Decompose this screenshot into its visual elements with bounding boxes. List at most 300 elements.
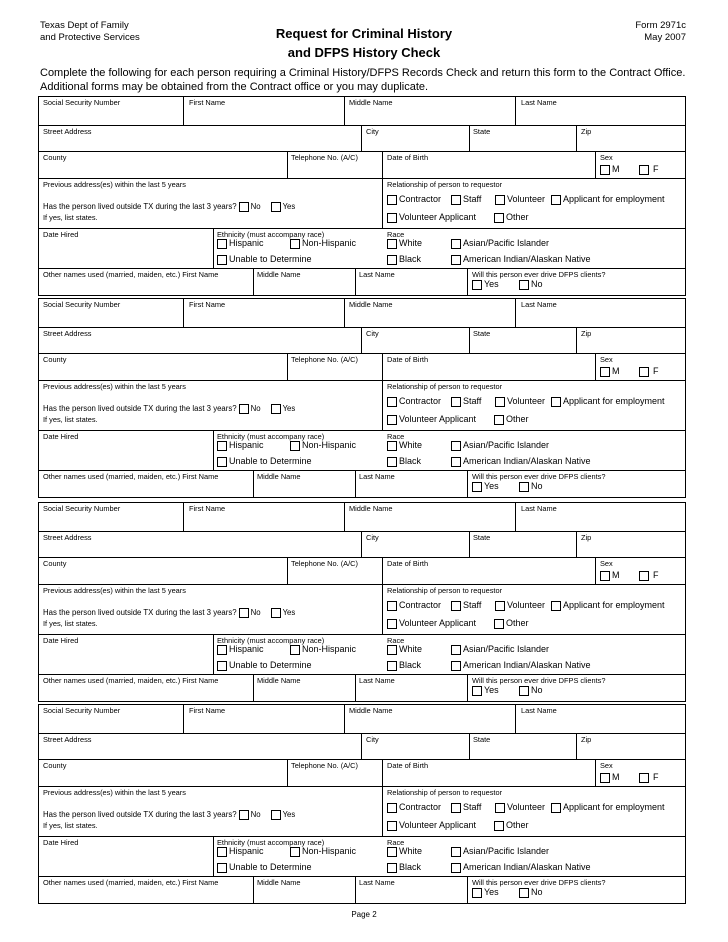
option-label: American Indian/Alaskan Native (463, 254, 591, 264)
sex-label: Sex (600, 153, 613, 162)
ethnicity-label: Ethnicity (must accompany race) (217, 432, 325, 441)
city-field[interactable]: City (366, 533, 379, 542)
option-label: American Indian/Alaskan Native (463, 862, 591, 872)
checkbox-icon (290, 239, 300, 249)
other-option[interactable] (494, 820, 529, 831)
checkbox-icon (495, 397, 505, 407)
volunteer-option[interactable] (495, 396, 545, 407)
non-hispanic-option[interactable] (290, 238, 356, 249)
divider (361, 126, 362, 151)
county-field[interactable]: County (43, 355, 67, 364)
checkbox-icon (387, 645, 397, 655)
divider (213, 635, 214, 674)
list-states-field[interactable]: If yes, list states. (43, 415, 98, 424)
volunteer-option[interactable] (495, 600, 545, 611)
volunteer-applicant-option[interactable] (387, 212, 476, 223)
checkbox-icon (451, 239, 461, 249)
american-indian-option[interactable] (451, 456, 591, 467)
checkbox-icon (217, 645, 227, 655)
option-label: Yes (484, 887, 499, 897)
option-label: Volunteer (507, 396, 546, 406)
option-label: Yes (484, 685, 499, 695)
telephone-field[interactable]: Telephone No. (A/C) (291, 153, 358, 162)
volunteer-applicant-option[interactable] (387, 820, 476, 831)
checkbox-icon (451, 255, 461, 265)
option-label: Yes (282, 202, 296, 211)
black-option[interactable] (387, 456, 421, 467)
unable-to-determine-option[interactable] (217, 862, 312, 873)
option-label: Black (399, 660, 422, 670)
option-label: F (653, 772, 659, 782)
option-label: Unable to Determine (229, 660, 312, 670)
yes-checkbox[interactable] (271, 404, 281, 414)
option-label: Asian/Pacific Islander (463, 644, 550, 654)
county-field[interactable]: County (43, 761, 67, 770)
state-field[interactable]: State (473, 127, 491, 136)
volunteer-applicant-option[interactable] (387, 414, 476, 425)
option-label: F (653, 164, 659, 174)
checkbox-icon (387, 255, 397, 265)
middle-name-field[interactable]: Middle Name (349, 300, 393, 309)
page-number: Page 2 (351, 910, 377, 919)
divider (355, 269, 356, 295)
other-middle-name-field[interactable]: Middle Name (257, 878, 301, 887)
other-last-name-field[interactable]: Last Name (359, 270, 395, 279)
option-label: American Indian/Alaskan Native (463, 456, 591, 466)
sex-m-option[interactable] (600, 164, 620, 175)
checkbox-icon (387, 619, 397, 629)
american-indian-option[interactable] (451, 862, 591, 873)
other-names-row (39, 269, 685, 295)
telephone-field[interactable]: Telephone No. (A/C) (291, 559, 358, 568)
drive-yes-option[interactable] (472, 685, 499, 696)
asian-option[interactable] (451, 644, 549, 655)
race-label: Race (387, 230, 405, 239)
sex-m-option[interactable] (600, 772, 620, 783)
option-label: No (531, 685, 543, 695)
other-middle-name-field[interactable]: Middle Name (257, 676, 301, 685)
volunteer-option[interactable] (495, 194, 545, 205)
white-option[interactable] (387, 644, 422, 655)
checkbox-icon (387, 847, 397, 857)
date-hired-field[interactable]: Date Hired (43, 636, 79, 645)
street-address-field[interactable]: Street Address (43, 329, 92, 338)
divider (183, 97, 184, 125)
option-label: Black (399, 254, 422, 264)
divider (344, 503, 345, 531)
applicant-option[interactable] (551, 802, 665, 813)
black-option[interactable] (387, 862, 421, 873)
divider (183, 503, 184, 531)
contractor-option[interactable] (387, 802, 441, 813)
white-option[interactable] (387, 846, 422, 857)
unable-to-determine-option[interactable] (217, 254, 312, 265)
checkbox-icon (639, 773, 649, 783)
unable-to-determine-option[interactable] (217, 456, 312, 467)
drive-clients-label: Will this person ever drive DFPS clients? (472, 472, 606, 481)
checkbox-icon (387, 397, 397, 407)
ethnicity-label: Ethnicity (must accompany race) (217, 636, 325, 645)
relationship-label: Relationship of person to requestor (387, 586, 503, 595)
county-row (39, 354, 685, 381)
county-row (39, 558, 685, 585)
city-field[interactable]: City (366, 127, 379, 136)
zip-field[interactable]: Zip (581, 533, 592, 542)
checkbox-icon (387, 457, 397, 467)
other-option[interactable] (494, 414, 529, 425)
option-label: Black (399, 456, 422, 466)
divider (515, 97, 516, 125)
previous-address-field[interactable]: Previous address(es) within the last 5 years (43, 586, 186, 595)
american-indian-option[interactable] (451, 660, 591, 671)
checkbox-icon (451, 645, 461, 655)
checkbox-icon (551, 601, 561, 611)
date-hired-field[interactable]: Date Hired (43, 432, 79, 441)
drive-no-option[interactable] (519, 481, 543, 492)
other-first-name-field[interactable]: Other names used (married, maiden, etc.) First Name (43, 472, 219, 481)
list-states-field[interactable]: If yes, list states. (43, 619, 98, 628)
last-name-field[interactable]: Last Name (521, 504, 557, 513)
checkbox-icon (600, 571, 610, 581)
middle-name-field[interactable]: Middle Name (349, 504, 393, 513)
race-label: Race (387, 636, 405, 645)
option-label: Other (506, 212, 529, 222)
city-field[interactable]: City (366, 329, 379, 338)
relationship-label: Relationship of person to requestor (387, 382, 503, 391)
date-hired-field[interactable]: Date Hired (43, 838, 79, 847)
other-first-name-field[interactable]: Other names used (married, maiden, etc.) First Name (43, 878, 219, 887)
option-label: Staff (463, 396, 482, 406)
checkbox-icon (472, 482, 482, 492)
zip-field[interactable]: Zip (581, 127, 592, 136)
drive-no-option[interactable] (519, 279, 543, 290)
no-checkbox[interactable] (239, 810, 249, 820)
sex-f-option[interactable] (639, 366, 659, 377)
lived-outside-tx-question (43, 201, 295, 212)
divider (344, 299, 345, 327)
hispanic-option[interactable] (217, 846, 264, 857)
asian-option[interactable] (451, 440, 549, 451)
divider (382, 354, 383, 380)
agency-line-2: and Protective Services (40, 32, 140, 43)
ssn-field[interactable]: Social Security Number (43, 504, 121, 513)
checkbox-icon (600, 165, 610, 175)
date-of-birth-field[interactable]: Date of Birth (387, 761, 429, 770)
date-of-birth-field[interactable]: Date of Birth (387, 355, 429, 364)
ssn-field[interactable]: Social Security Number (43, 706, 121, 715)
yes-checkbox[interactable] (271, 608, 281, 618)
divider (595, 354, 596, 380)
applicant-option[interactable] (551, 194, 665, 205)
checkbox-icon (494, 821, 504, 831)
name-row (39, 705, 685, 734)
divider (361, 532, 362, 557)
state-field[interactable]: State (473, 329, 491, 338)
divider (515, 299, 516, 327)
staff-option[interactable] (451, 194, 481, 205)
lived-outside-tx-question (43, 809, 295, 820)
checkbox-icon (451, 847, 461, 857)
divider (253, 675, 254, 701)
history-row (39, 381, 685, 431)
checkbox-icon (494, 619, 504, 629)
volunteer-option[interactable] (495, 802, 545, 813)
ssn-field[interactable]: Social Security Number (43, 300, 121, 309)
contractor-option[interactable] (387, 600, 441, 611)
staff-option[interactable] (451, 396, 481, 407)
checkbox-icon (387, 195, 397, 205)
option-label: Non-Hispanic (302, 440, 357, 450)
white-option[interactable] (387, 238, 422, 249)
checkbox-icon (494, 213, 504, 223)
state-field[interactable]: State (473, 533, 491, 542)
hispanic-option[interactable] (217, 238, 264, 249)
option-label: Staff (463, 802, 482, 812)
checkbox-icon (217, 661, 227, 671)
divider (361, 734, 362, 759)
date-of-birth-field[interactable]: Date of Birth (387, 153, 429, 162)
drive-yes-option[interactable] (472, 481, 499, 492)
divider (183, 705, 184, 733)
checkbox-icon (495, 601, 505, 611)
title-line-1: Request for Criminal History (275, 26, 453, 41)
divider (515, 503, 516, 531)
hispanic-option[interactable] (217, 644, 264, 655)
first-name-field[interactable]: First Name (189, 706, 226, 715)
option-label: Hispanic (229, 440, 264, 450)
sex-f-option[interactable] (639, 570, 659, 581)
no-checkbox[interactable] (239, 608, 249, 618)
checkbox-icon (451, 803, 461, 813)
person-record (38, 704, 686, 904)
other-first-name-field[interactable]: Other names used (married, maiden, etc.) First Name (43, 676, 219, 685)
sex-f-option[interactable] (639, 772, 659, 783)
ssn-field[interactable]: Social Security Number (43, 98, 121, 107)
date-hired-field[interactable]: Date Hired (43, 230, 79, 239)
list-states-field[interactable]: If yes, list states. (43, 821, 98, 830)
checkbox-icon (217, 457, 227, 467)
checkbox-icon (217, 441, 227, 451)
no-checkbox[interactable] (239, 202, 249, 212)
question-text: Has the person lived outside TX during the last 3 years? (43, 404, 237, 413)
divider (344, 705, 345, 733)
other-option[interactable] (494, 212, 529, 223)
other-option[interactable] (494, 618, 529, 629)
divider (576, 126, 577, 151)
option-label: American Indian/Alaskan Native (463, 660, 591, 670)
option-label: Contractor (399, 396, 442, 406)
white-option[interactable] (387, 440, 422, 451)
checkbox-icon (217, 847, 227, 857)
checkbox-icon (451, 397, 461, 407)
middle-name-field[interactable]: Middle Name (349, 98, 393, 107)
option-label: Yes (282, 608, 296, 617)
divider (355, 877, 356, 903)
state-field[interactable]: State (473, 735, 491, 744)
option-label: Applicant for employment (563, 396, 665, 406)
contractor-option[interactable] (387, 194, 441, 205)
divider (287, 354, 288, 380)
checkbox-icon (387, 415, 397, 425)
telephone-field[interactable]: Telephone No. (A/C) (291, 355, 358, 364)
drive-no-option[interactable] (519, 887, 543, 898)
checkbox-icon (451, 457, 461, 467)
other-names-row (39, 877, 685, 903)
option-label: Unable to Determine (229, 862, 312, 872)
address-row (39, 328, 685, 354)
middle-name-field[interactable]: Middle Name (349, 706, 393, 715)
drive-clients-label: Will this person ever drive DFPS clients? (472, 878, 606, 887)
divider (382, 381, 383, 430)
checkbox-icon (290, 441, 300, 451)
checkbox-icon (451, 863, 461, 873)
other-names-row (39, 675, 685, 701)
divider (382, 558, 383, 584)
divider (469, 126, 470, 151)
street-address-field[interactable]: Street Address (43, 735, 92, 744)
option-label: M (612, 164, 620, 174)
asian-option[interactable] (451, 238, 549, 249)
form-id (635, 20, 686, 44)
divider (467, 877, 468, 903)
date-of-birth-field[interactable]: Date of Birth (387, 559, 429, 568)
sex-m-option[interactable] (600, 366, 620, 377)
demographics-row (39, 229, 685, 269)
non-hispanic-option[interactable] (290, 440, 356, 451)
sex-m-option[interactable] (600, 570, 620, 581)
address-row (39, 734, 685, 760)
divider (213, 431, 214, 470)
last-name-field[interactable]: Last Name (521, 98, 557, 107)
checkbox-icon (387, 863, 397, 873)
option-label: No (531, 481, 543, 491)
applicant-option[interactable] (551, 396, 665, 407)
yes-checkbox[interactable] (271, 810, 281, 820)
other-middle-name-field[interactable]: Middle Name (257, 472, 301, 481)
county-field[interactable]: County (43, 153, 67, 162)
last-name-field[interactable]: Last Name (521, 300, 557, 309)
other-last-name-field[interactable]: Last Name (359, 472, 395, 481)
drive-yes-option[interactable] (472, 887, 499, 898)
option-label: Other (506, 820, 529, 830)
non-hispanic-option[interactable] (290, 846, 356, 857)
demographics-row (39, 431, 685, 471)
staff-option[interactable] (451, 600, 481, 611)
checkbox-icon (551, 397, 561, 407)
checkbox-icon (387, 239, 397, 249)
agency-name (40, 20, 140, 44)
address-row (39, 532, 685, 558)
hispanic-option[interactable] (217, 440, 264, 451)
yes-checkbox[interactable] (271, 202, 281, 212)
option-label: No (250, 202, 261, 211)
divider (361, 328, 362, 353)
asian-option[interactable] (451, 846, 549, 857)
other-last-name-field[interactable]: Last Name (359, 878, 395, 887)
drive-clients-label: Will this person ever drive DFPS clients? (472, 270, 606, 279)
history-row (39, 585, 685, 635)
contractor-option[interactable] (387, 396, 441, 407)
address-row (39, 126, 685, 152)
black-option[interactable] (387, 254, 421, 265)
first-name-field[interactable]: First Name (189, 98, 226, 107)
option-label: Staff (463, 194, 482, 204)
drive-yes-option[interactable] (472, 279, 499, 290)
last-name-field[interactable]: Last Name (521, 706, 557, 715)
option-label: White (399, 440, 423, 450)
other-last-name-field[interactable]: Last Name (359, 676, 395, 685)
other-first-name-field[interactable]: Other names used (married, maiden, etc.) First Name (43, 270, 219, 279)
checkbox-icon (451, 195, 461, 205)
divider (183, 299, 184, 327)
drive-no-option[interactable] (519, 685, 543, 696)
no-checkbox[interactable] (239, 404, 249, 414)
lived-outside-tx-question (43, 607, 295, 618)
american-indian-option[interactable] (451, 254, 591, 265)
zip-field[interactable]: Zip (581, 735, 592, 744)
divider (355, 471, 356, 497)
first-name-field[interactable]: First Name (189, 504, 226, 513)
option-label: Staff (463, 600, 482, 610)
person-record (38, 96, 686, 296)
telephone-field[interactable]: Telephone No. (A/C) (291, 761, 358, 770)
list-states-field[interactable]: If yes, list states. (43, 213, 98, 222)
city-field[interactable]: City (366, 735, 379, 744)
county-field[interactable]: County (43, 559, 67, 568)
divider (467, 269, 468, 295)
non-hispanic-option[interactable] (290, 644, 356, 655)
black-option[interactable] (387, 660, 421, 671)
race-label: Race (387, 432, 405, 441)
checkbox-icon (551, 195, 561, 205)
form-date: May 2007 (644, 32, 686, 43)
previous-address-field[interactable]: Previous address(es) within the last 5 years (43, 788, 186, 797)
other-middle-name-field[interactable]: Middle Name (257, 270, 301, 279)
checkbox-icon (451, 441, 461, 451)
title-line-2: and DFPS History Check (287, 45, 441, 60)
checkbox-icon (472, 888, 482, 898)
checkbox-icon (217, 239, 227, 249)
option-label: F (653, 366, 659, 376)
sex-f-option[interactable] (639, 164, 659, 175)
divider (469, 328, 470, 353)
street-address-field[interactable]: Street Address (43, 533, 92, 542)
checkbox-icon (217, 863, 227, 873)
first-name-field[interactable]: First Name (189, 300, 226, 309)
zip-field[interactable]: Zip (581, 329, 592, 338)
option-label: Contractor (399, 600, 442, 610)
checkbox-icon (387, 821, 397, 831)
checkbox-icon (639, 165, 649, 175)
option-label: Volunteer (507, 802, 546, 812)
relationship-label: Relationship of person to requestor (387, 180, 503, 189)
sex-label: Sex (600, 761, 613, 770)
agency-line-1: Texas Dept of Family (40, 20, 129, 31)
checkbox-icon (519, 482, 529, 492)
checkbox-icon (290, 847, 300, 857)
street-address-field[interactable]: Street Address (43, 127, 92, 136)
option-label: Volunteer Applicant (399, 820, 477, 830)
staff-option[interactable] (451, 802, 481, 813)
applicant-option[interactable] (551, 600, 665, 611)
option-label: No (250, 608, 261, 617)
checkbox-icon (519, 280, 529, 290)
previous-address-field[interactable]: Previous address(es) within the last 5 years (43, 382, 186, 391)
unable-to-determine-option[interactable] (217, 660, 312, 671)
previous-address-field[interactable]: Previous address(es) within the last 5 years (43, 180, 186, 189)
volunteer-applicant-option[interactable] (387, 618, 476, 629)
option-label: Yes (282, 404, 296, 413)
